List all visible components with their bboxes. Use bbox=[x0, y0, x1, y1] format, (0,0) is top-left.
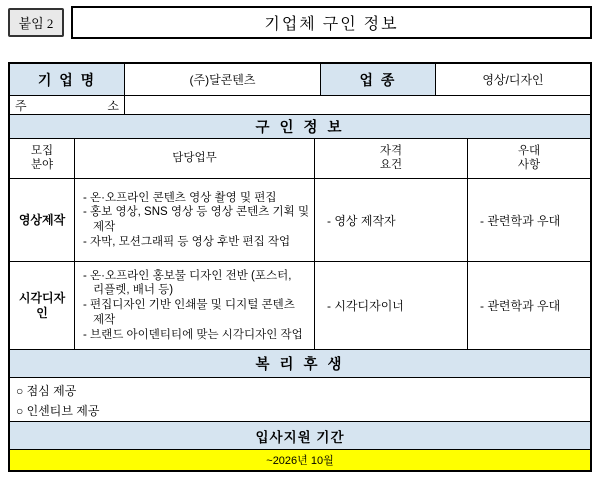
field-name: 시각디자인 bbox=[18, 290, 66, 320]
attachment-label-box bbox=[8, 8, 64, 37]
col-header-preference-line2: 사항 bbox=[517, 158, 541, 171]
company-name-value: (주)달콘텐츠 bbox=[124, 64, 320, 95]
col-header-field bbox=[10, 139, 74, 178]
benefits-row bbox=[10, 377, 590, 421]
duties-list bbox=[74, 179, 314, 261]
preference: - 관련학과 우대 bbox=[467, 262, 590, 349]
qualification: - 시각디자이너 bbox=[314, 262, 467, 349]
duties-list bbox=[74, 262, 314, 349]
col-header-preference bbox=[467, 139, 590, 178]
duty-item: - 온·오프라인 홍보물 디자인 전반 (포스터, 리플렛, 배너 등) bbox=[83, 269, 292, 297]
address-value bbox=[124, 96, 590, 114]
address-row bbox=[10, 95, 590, 114]
benefit-item: ○ 인센티브 제공 bbox=[16, 404, 100, 418]
col-header-duties bbox=[74, 139, 314, 178]
address-label bbox=[10, 96, 124, 114]
company-name-label: 기 업 명 bbox=[10, 64, 124, 95]
address-label-first: 주 bbox=[15, 98, 27, 113]
preference: - 관련학과 우대 bbox=[467, 179, 590, 261]
document-title: 기업체 구인 정보 bbox=[264, 16, 399, 33]
industry-label: 업 종 bbox=[320, 64, 435, 95]
application-period-value: ~2026년 10월 bbox=[10, 450, 590, 470]
col-header-field-line2: 분야 bbox=[30, 158, 54, 171]
attachment-label: 붙임 2 bbox=[18, 16, 54, 31]
col-header-qualification-line1: 자격 bbox=[379, 144, 403, 157]
col-header-preference-line1: 우대 bbox=[517, 144, 541, 157]
address-label-last: 소 bbox=[107, 98, 119, 113]
table-row-video bbox=[10, 178, 590, 261]
job-info-table bbox=[8, 62, 592, 472]
application-period-row bbox=[10, 449, 590, 470]
duty-item: - 자막, 모션그래픽 등 영상 후반 편집 작업 bbox=[83, 235, 291, 248]
duty-item: - 브랜드 아이덴티티에 맞는 시각디자인 작업 bbox=[83, 328, 303, 341]
recruit-section-header: 구 인 정 보 bbox=[10, 114, 590, 138]
document-title-box bbox=[71, 6, 592, 39]
qualification: - 영상 제작자 bbox=[314, 179, 467, 261]
industry-value: 영상/디자인 bbox=[435, 64, 590, 95]
duty-item: - 온·오프라인 콘텐츠 영상 촬영 및 편집 bbox=[83, 191, 277, 204]
application-section-header: 입사지원 기간 bbox=[10, 421, 590, 449]
duty-item: - 편집디자인 기반 인쇄물 및 디지털 콘텐츠 제작 bbox=[83, 299, 295, 326]
col-header-qualification-line2: 요건 bbox=[379, 158, 403, 171]
company-row bbox=[10, 64, 590, 95]
col-header-qualification bbox=[314, 139, 467, 178]
table-row-design bbox=[10, 261, 590, 349]
field-name: 영상제작 bbox=[18, 212, 66, 227]
duty-item: - 홍보 영상, SNS 영상 등 영상 콘텐츠 기획 및 제작 bbox=[83, 206, 310, 233]
col-header-duties-line1: 담당업무 bbox=[172, 151, 217, 164]
benefit-item: ○ 점심 제공 bbox=[16, 384, 77, 398]
benefits-list bbox=[10, 378, 590, 421]
recruit-column-headers bbox=[10, 138, 590, 178]
col-header-field-line1: 모집 bbox=[30, 144, 54, 157]
benefits-section-header: 복 리 후 생 bbox=[10, 349, 590, 377]
